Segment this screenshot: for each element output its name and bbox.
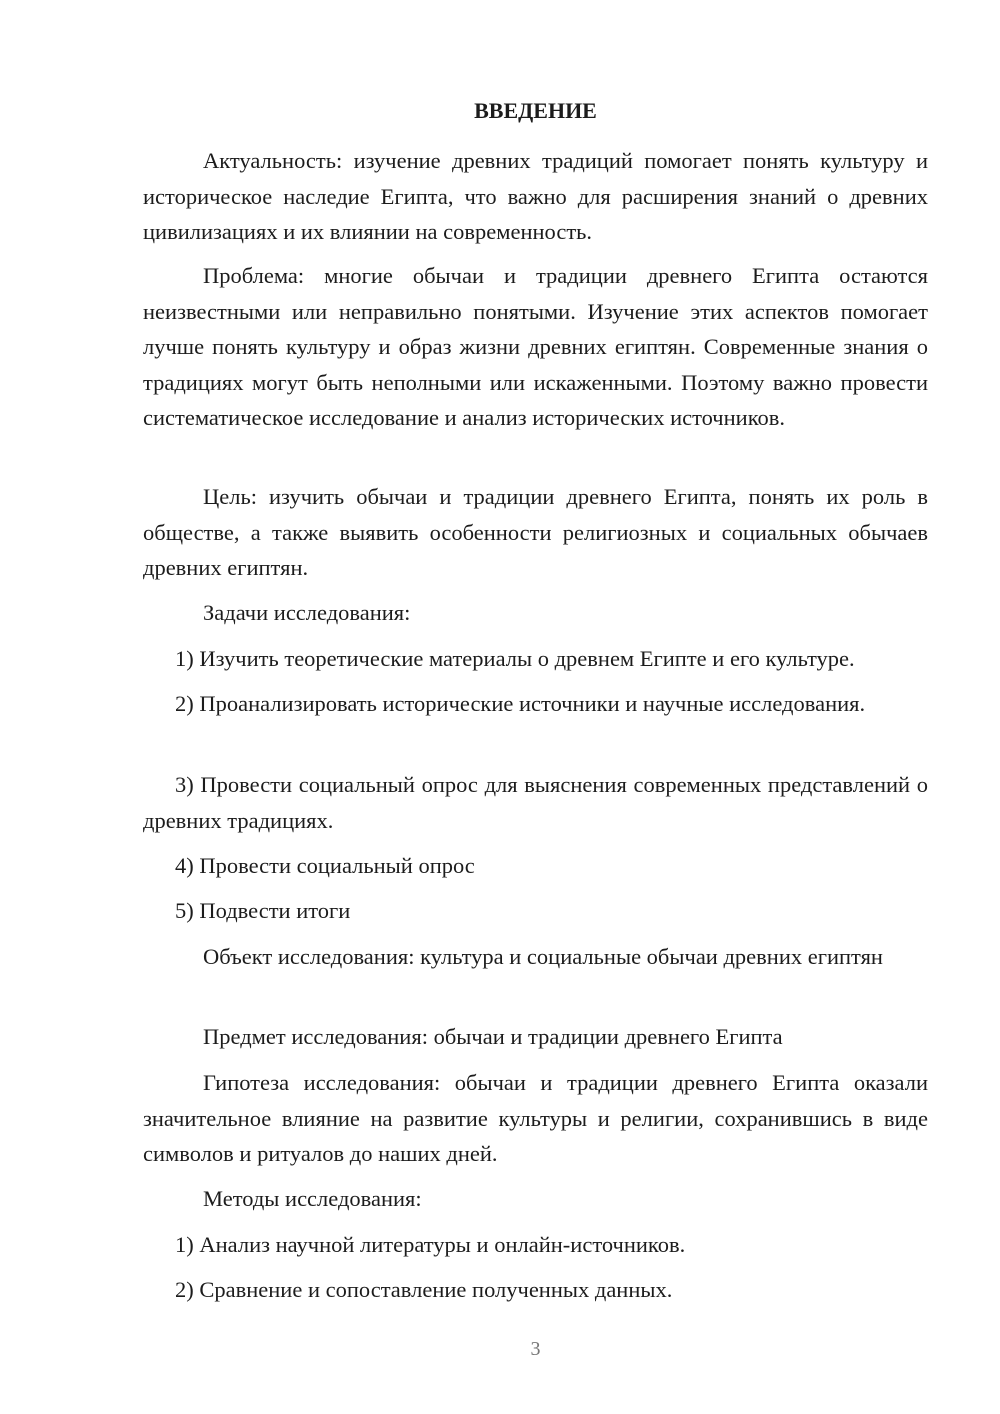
- methods-heading: Методы исследования:: [203, 1186, 422, 1211]
- method-item-2: 2) Сравнение и сопоставление полученных данных.: [175, 1277, 673, 1302]
- task-item-5: 5) Подвести итоги: [175, 898, 351, 923]
- task-item-1: 1) Изучить теоретические материалы о древнем Египте и его культуре.: [175, 646, 855, 671]
- relevance-paragraph: Актуальность: изучение древних традиций помогает понять культуру и историческое наследие Египта, что важно для расширения знаний о древних цивилизациях и их влиянии на современность.: [143, 148, 928, 244]
- task-item-2: 2) Проанализировать исторические источники и научные исследования.: [175, 691, 866, 716]
- page-number: 3: [530, 1338, 541, 1360]
- hypothesis-paragraph: Гипотеза исследования: обычаи и традиции древнего Египта оказали значительное влияние на развитие культуры и религии, сохранившись в виде символов и ритуалов до наших дней.: [143, 1070, 928, 1166]
- goal-paragraph: Цель: изучить обычаи и традиции древнего Египта, понять их роль в обществе, а также выявить особенности религиозных и социальных обычаев древних египтян.: [143, 484, 928, 580]
- object-paragraph: Объект исследования: культура и социальные обычаи древних египтян: [203, 944, 883, 969]
- problem-paragraph: Проблема: многие обычаи и традиции древнего Египта остаются неизвестными или неправильно понятыми. Изучение этих аспектов помогает лучше понять культуру и образ жизни древних египтян. Современные знания о традициях могут быть неполными или искаженными. Поэтому важно провести систематическое исследование и анализ исторических источников.: [143, 263, 928, 430]
- tasks-heading: Задачи исследования:: [203, 600, 411, 625]
- section-title: ВВЕДЕНИЕ: [474, 98, 597, 123]
- method-item-1: 1) Анализ научной литературы и онлайн-источников.: [175, 1232, 686, 1257]
- task-item-3: 3) Провести социальный опрос для выяснения современных представлений о древних традициях.: [143, 772, 928, 833]
- task-item-4: 4) Провести социальный опрос: [175, 853, 475, 878]
- subject-paragraph: Предмет исследования: обычаи и традиции древнего Египта: [203, 1024, 783, 1049]
